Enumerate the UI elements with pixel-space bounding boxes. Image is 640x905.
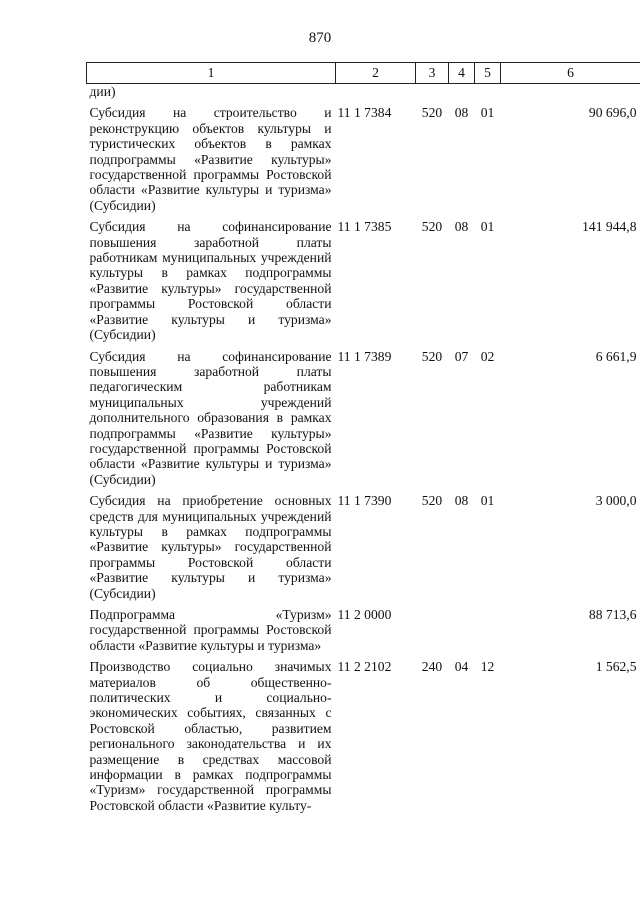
column-header-rz: 4 bbox=[449, 63, 475, 84]
row-vr: 520 bbox=[421, 493, 443, 509]
row-name: Подпрограмма «Туризм» государственной программы Ростовской области «Развитие культуры и туризма» bbox=[89, 607, 332, 653]
row-vr: 520 bbox=[421, 219, 443, 235]
row-vr: 520 bbox=[421, 348, 443, 364]
column-header-code: 2 bbox=[336, 63, 416, 84]
row-code: 11 1 7389 bbox=[337, 348, 392, 364]
row-pr: 02 bbox=[480, 348, 495, 364]
row-rz bbox=[449, 84, 475, 100]
row-code: 11 2 2102 bbox=[337, 659, 392, 675]
row-code: 11 1 7390 bbox=[337, 493, 392, 509]
column-header-name: 1 bbox=[87, 63, 336, 84]
row-pr: 01 bbox=[480, 105, 495, 121]
column-header-vr: 3 bbox=[416, 63, 449, 84]
row-rz: 04 bbox=[454, 659, 469, 675]
row-pr bbox=[475, 84, 501, 100]
row-vr bbox=[416, 607, 449, 653]
table-row bbox=[87, 607, 640, 653]
row-code: 11 1 7385 bbox=[337, 219, 392, 235]
row-rz: 08 bbox=[454, 493, 469, 509]
row-amount: 90 696,0 bbox=[588, 105, 637, 121]
table-row bbox=[87, 219, 640, 342]
row-amount: 88 713,6 bbox=[588, 607, 637, 622]
row-vr bbox=[416, 84, 449, 100]
row-code: 11 1 7384 bbox=[337, 105, 392, 121]
row-name: Субсидия на софинансирование повышения заработной платы работникам муниципальных учреждений культуры в рамках подпрограммы «Развитие культуры» государственной программы Ростовской области «Развитие культуры и туризма» (Субсидии) bbox=[89, 219, 332, 343]
page-number: 870 bbox=[308, 30, 332, 46]
table-row bbox=[87, 349, 640, 488]
row-rz: 08 bbox=[454, 105, 469, 121]
row-amount: 1 562,5 bbox=[595, 659, 637, 675]
row-pr bbox=[475, 607, 501, 653]
row-pr: 12 bbox=[480, 659, 495, 675]
column-header-amount: 6 bbox=[501, 63, 640, 84]
row-rz bbox=[449, 607, 475, 653]
row-name: дии) bbox=[89, 84, 116, 99]
row-code: 11 2 0000 bbox=[337, 607, 392, 622]
row-pr: 01 bbox=[480, 493, 495, 509]
table-row bbox=[87, 659, 640, 813]
table-row bbox=[87, 105, 640, 213]
row-name: Производство социально значимых материалов об общественно-политических и социально-экономических событиях, связанных с Ростовской областью, развитием регионального законодательства и их размещение в средствах массовой информации в рамках подпрограммы «Туризм» государственной программы Ростовской области «Развитие культу- bbox=[89, 659, 332, 813]
row-pr: 01 bbox=[480, 219, 495, 235]
row-name: Субсидия на приобретение основных средств для муниципальных учреждений культуры в рамках подпрограммы «Развитие культуры» государственной программы Ростовской области «Развитие культуры и туризма» (Субсидии) bbox=[89, 493, 332, 601]
budget-table bbox=[86, 62, 640, 813]
row-vr: 520 bbox=[421, 105, 443, 121]
table-row bbox=[87, 493, 640, 601]
table-header-row bbox=[87, 63, 640, 84]
row-amount bbox=[501, 84, 640, 100]
row-rz: 08 bbox=[454, 219, 469, 235]
row-amount: 6 661,9 bbox=[595, 348, 637, 364]
row-amount: 141 944,8 bbox=[582, 219, 637, 235]
row-code bbox=[336, 84, 416, 100]
table-row bbox=[87, 84, 640, 100]
row-vr: 240 bbox=[421, 659, 443, 675]
row-rz: 07 bbox=[454, 348, 469, 364]
row-name: Субсидия на строительство и реконструкцию объектов культуры и туристических объектов в рамках подпрограммы «Развитие культуры» государственной программы Ростовской области «Развитие культуры и туризма» (Субсидии) bbox=[89, 105, 332, 213]
row-name: Субсидия на софинансирование повышения заработной платы педагогическим работникам муниципальных учреждений дополнительного образования в рамках подпрограммы «Развитие культуры» государственной программы Ростовской области «Развитие культуры и туризма» (Субсидии) bbox=[89, 348, 332, 487]
column-header-pr: 5 bbox=[475, 63, 501, 84]
row-amount: 3 000,0 bbox=[595, 493, 637, 509]
